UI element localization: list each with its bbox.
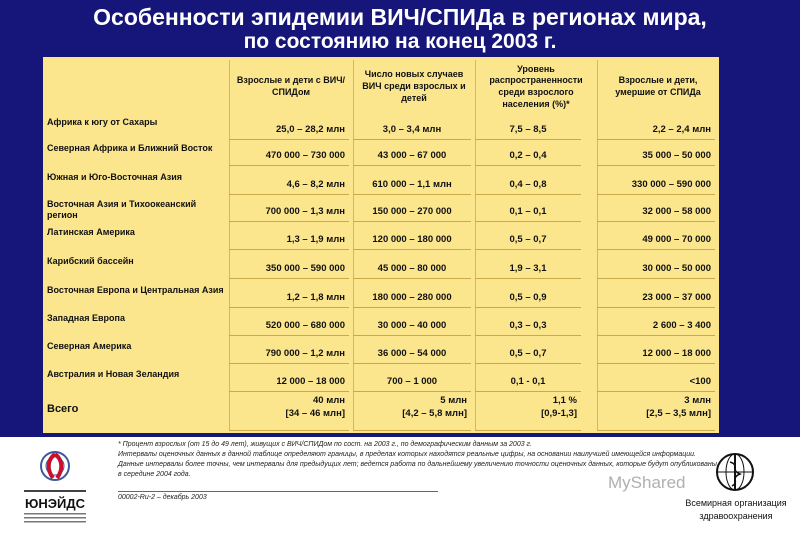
table-cell: 1,2 – 1,8 млн <box>229 288 349 308</box>
table-cell: 2 600 – 3 400 <box>597 316 715 336</box>
region-label: Восточная Азия и Тихоокеанский регион <box>47 199 197 220</box>
table-cell: 45 000 – 80 000 <box>353 259 471 279</box>
table-cell: 1,9 – 3,1 <box>475 259 581 279</box>
table-cell: 3,0 – 3,4 млн <box>353 120 471 140</box>
table-cell: 350 000 – 590 000 <box>229 259 349 279</box>
table-cell: 120 000 – 180 000 <box>353 230 471 250</box>
table-cell: 30 000 – 40 000 <box>353 316 471 336</box>
table-cell: 180 000 – 280 000 <box>353 288 471 308</box>
region-label: Западная Европа <box>47 313 125 323</box>
total-label: Всего <box>47 403 79 415</box>
table-cell: 700 – 1 000 <box>353 372 471 392</box>
table-cell: 470 000 – 730 000 <box>229 146 349 166</box>
table-cell: 2,2 – 2,4 млн <box>597 120 715 140</box>
table-cell: 49 000 – 70 000 <box>597 230 715 250</box>
footnote-divider <box>118 491 438 492</box>
total-living <box>229 395 349 431</box>
table-cell: 790 000 – 1,2 млн <box>229 344 349 364</box>
table-cell: 700 000 – 1,3 млн <box>229 202 349 222</box>
column-header-prevalence: Уровень распространенности среди взрослого населения (%)* <box>489 63 583 109</box>
table-cell: 36 000 – 54 000 <box>353 344 471 364</box>
total-living-value: 40 млн <box>312 395 345 406</box>
table-cell: <100 <box>597 372 715 392</box>
hiv-table <box>43 57 719 433</box>
table-cell: 12 000 – 18 000 <box>597 344 715 364</box>
region-label: Восточная Европа и Центральная Азия <box>47 285 224 295</box>
table-cell: 0,1 - 0,1 <box>475 372 581 392</box>
who-name <box>677 497 795 523</box>
watermark: MyShared <box>608 473 686 492</box>
table-cell: 150 000 – 270 000 <box>353 202 471 222</box>
total-living-range: [34 – 46 млн] <box>285 407 345 419</box>
table-cell: 520 000 – 680 000 <box>229 316 349 336</box>
table-cell: 43 000 – 67 000 <box>353 146 471 166</box>
table-cell: 0,3 – 0,3 <box>475 316 581 336</box>
total-deaths-value: 3 млн <box>684 395 711 406</box>
table-cell: 4,6 – 8,2 млн <box>229 175 349 195</box>
column-header-deaths: Взрослые и дети, умершие от СПИДа <box>615 75 701 97</box>
table-cell: 0,2 – 0,4 <box>475 146 581 166</box>
table-cell: 23 000 – 37 000 <box>597 288 715 308</box>
unaids-name: ЮНЭЙДС <box>24 496 86 511</box>
table-cell: 0,1 – 0,1 <box>475 202 581 222</box>
total-new-cases-range: [4,2 – 5,8 млн] <box>402 407 467 419</box>
total-deaths-range: [2,5 – 3,5 млн] <box>646 407 711 419</box>
total-new-cases <box>353 395 471 431</box>
region-label: Африка к югу от Сахары <box>47 117 158 127</box>
table-cell: 32 000 – 58 000 <box>597 202 715 222</box>
table-cell: 610 000 – 1,1 млн <box>353 175 471 195</box>
table-cell: 30 000 – 50 000 <box>597 259 715 279</box>
total-prevalence <box>475 395 581 431</box>
table-cell: 25,0 – 28,2 млн <box>229 120 349 140</box>
table-cell: 330 000 – 590 000 <box>597 175 715 195</box>
footnote-intervals: Интервалы оценочных данных в данной таблице определяют границы, в пределах которых находятся реальные цифры, на основании наилучшей имеющейся информации. Данные интервалы более точны, чем интервалы для предыдущих лет; ведется работа по дальнейшему увеличению точности оценочных данных, которые будут опубликованы в середине 2004 года. <box>118 451 717 479</box>
region-label: Латинская Америка <box>47 227 135 237</box>
total-new-cases-value: 5 млн <box>440 395 467 406</box>
table-cell: 1,3 – 1,9 млн <box>229 230 349 250</box>
table-cell: 0,5 – 0,9 <box>475 288 581 308</box>
total-prevalence-value: 1,1 % <box>552 395 577 406</box>
table-cell: 0,5 – 0,7 <box>475 230 581 250</box>
page-title: Особенности эпидемии ВИЧ/СПИДа в регионах мира, <box>93 4 707 30</box>
column-header-new-cases: Число новых случаев ВИЧ среди взрослых и детей <box>362 69 466 103</box>
who-name-line1: Всемирная организация <box>685 498 787 508</box>
total-deaths <box>597 395 715 431</box>
region-label: Южная и Юго-Восточная Азия <box>47 172 183 182</box>
column-header-living: Взрослые и дети с ВИЧ/СПИДом <box>236 75 346 97</box>
document-code: 00002-Ru-2 – декабрь 2003 <box>118 494 207 501</box>
table-cell: 12 000 – 18 000 <box>229 372 349 392</box>
region-label: Северная Африка и Ближний Восток <box>47 143 213 153</box>
region-label: Австралия и Новая Зеландия <box>47 369 180 379</box>
red-ribbon-icon <box>49 454 62 478</box>
total-prevalence-range: [0,9-1,3] <box>541 407 577 419</box>
table-cell: 0,4 – 0,8 <box>475 175 581 195</box>
table-cell: 7,5 – 8,5 <box>475 120 581 140</box>
region-label: Северная Америка <box>47 341 132 351</box>
table-cell: 35 000 – 50 000 <box>597 146 715 166</box>
who-name-line2: здравоохранения <box>699 511 773 522</box>
footnote-percent: * Процент взрослых (от 15 до 49 лет), живущих с ВИЧ/СПИДом по сост. на 2003 г., по демографическим данным за 2003 г. <box>118 441 532 448</box>
unaids-logo <box>22 446 88 530</box>
region-label: Карибский бассейн <box>47 256 134 266</box>
page-subtitle: по состоянию на конец 2003 г. <box>243 30 557 53</box>
table-cell: 0,5 – 0,7 <box>475 344 581 364</box>
